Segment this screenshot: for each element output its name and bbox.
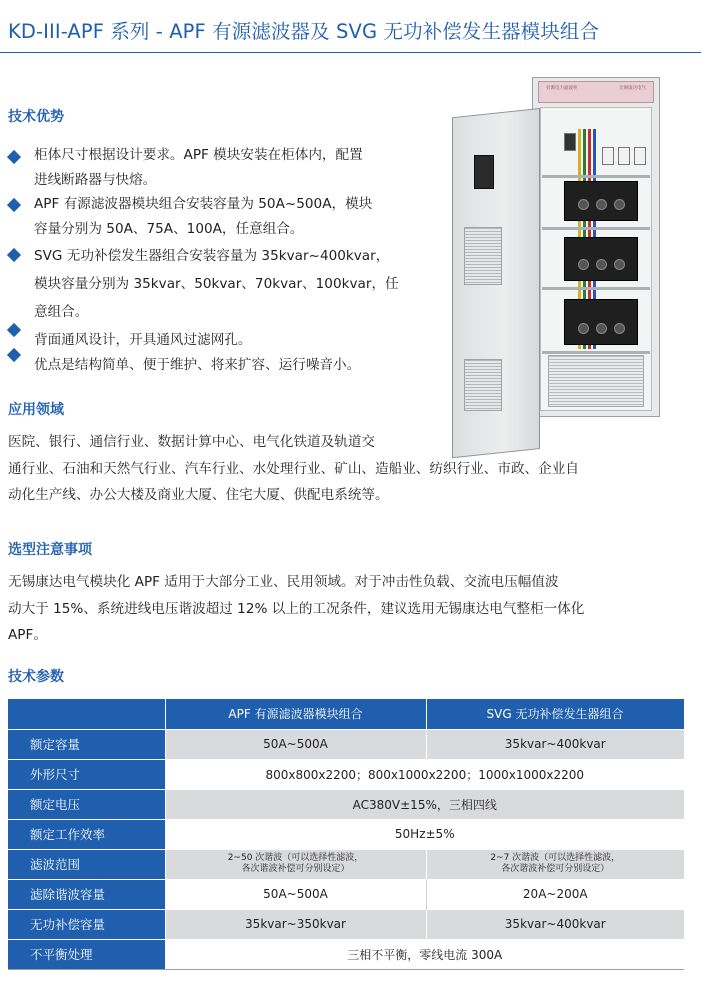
door-vent (464, 359, 502, 411)
table-header-cell: APF 有源滤波器模块组合 (165, 699, 426, 729)
advantage-item: 柜体尺寸根据设计要求。APF 模块安装在柜体内，配置 进线断路器与快熔。 (34, 147, 363, 188)
table-row (8, 909, 684, 939)
shelf (542, 351, 650, 354)
cell-merged: 三相不平衡，零线电流 300A (165, 939, 684, 969)
fan-icon (614, 259, 625, 270)
bullet-diamond-icon (7, 348, 21, 362)
table-row (8, 729, 684, 759)
row-label: 额定容量 (8, 729, 165, 759)
row-label: 外形尺寸 (8, 759, 165, 789)
filter-module (564, 299, 638, 345)
row-label: 滤波范围 (8, 849, 165, 879)
advantage-item: SVG 无功补偿发生器组合安装容量为 35kvar~400kvar， 模块容量分别为 35kvar、50kvar、70kvar、100kvar，任 意组合。 (34, 248, 399, 320)
page-title: KD-III-APF 系列 - APF 有源滤波器及 SVG 无功补偿发生器模块组合 (8, 20, 600, 43)
cell-merged: AC380V±15%，三相四线 (165, 789, 684, 819)
cell-apf: 2~50 次谐波（可以选择性滤波， 各次谐波补偿可分别设定） (165, 849, 426, 879)
cell-svg: 35kvar~400kvar (426, 909, 684, 939)
bottom-vent (548, 355, 644, 407)
table-row (8, 939, 684, 969)
section-heading-parameters: 技术参数 (8, 669, 64, 685)
parameters-table (8, 699, 685, 969)
fan-icon (596, 323, 607, 334)
applications-paragraph: 医院、银行、通信行业、数据计算中心、电气化铁道及轨道交 通行业、石油和天然气行业、汽车行业、水处理行业、矿山、造船业、纺织行业、市政、企业自 动化生产线、办公大楼及商业大厦、住宅大厦、供配电系统等。 (8, 434, 579, 503)
table-row (8, 849, 684, 879)
cell-svg: 20A~200A (426, 879, 684, 909)
bullet-diamond-icon (7, 150, 21, 164)
advantage-item: 背面通风设计，开具通风过滤网孔。 (34, 332, 252, 348)
cell-apf: 50A~500A (165, 879, 426, 909)
fan-icon (578, 259, 589, 270)
shelf (542, 175, 650, 178)
door-lock-icon (474, 155, 494, 189)
cell-merged: 50Hz±5% (165, 819, 684, 849)
table-header-row (8, 699, 684, 729)
row-label: 额定电压 (8, 789, 165, 819)
section-heading-applications: 应用领域 (8, 402, 64, 418)
breaker-icon (564, 133, 576, 151)
section-heading-selection: 选型注意事项 (8, 542, 92, 558)
cell-merged: 800x800x2200；800x1000x2200；1000x1000x2200 (165, 759, 684, 789)
shelf (542, 287, 650, 290)
cell-svg: 2~7 次谐波（可以选择性滤波， 各次谐波补偿可分别设定） (426, 849, 684, 879)
table-row (8, 879, 684, 909)
fan-icon (596, 259, 607, 270)
cell-apf: 50A~500A (165, 729, 426, 759)
table-row (8, 789, 684, 819)
selection-paragraph: 无锡康达电气模块化 APF 适用于大部分工业、民用领域。对于冲击性负载、交流电压幅值波 动大于 15%、系统进线电压谐波超过 12% 以上的工况条件，建议选用无锡康达电气整柜一体化 APF。 (8, 574, 585, 643)
title-divider (0, 52, 701, 53)
fan-icon (614, 323, 625, 334)
table-header-cell: SVG 无功补偿发生器组合 (426, 699, 684, 729)
fuse-icon (602, 147, 614, 165)
cell-svg: 35kvar~400kvar (426, 729, 684, 759)
fan-icon (614, 199, 625, 210)
table-row (8, 819, 684, 849)
fan-icon (596, 199, 607, 210)
table-row (8, 759, 684, 789)
advantage-item: APF 有源滤波器模块组合安装容量为 50A~500A，模块 容量分别为 50A、75A、100A，任意组合。 (34, 196, 373, 237)
bullet-diamond-icon (7, 248, 21, 262)
table-bottom-rule (8, 969, 684, 970)
bullet-diamond-icon (7, 323, 21, 337)
row-label: 滤除谐波容量 (8, 879, 165, 909)
fuse-icon (618, 147, 630, 165)
section-heading-advantages: 技术优势 (8, 109, 64, 125)
advantage-item: 优点是结构简单、便于维护、将来扩容、运行噪音小。 (34, 357, 361, 373)
cell-apf: 35kvar~350kvar (165, 909, 426, 939)
fan-icon (578, 199, 589, 210)
row-label: 额定工作效率 (8, 819, 165, 849)
fuse-icon (634, 147, 646, 165)
table-header-cell (8, 699, 165, 729)
shelf (542, 227, 650, 230)
door-vent (464, 227, 502, 285)
row-label: 不平衡处理 (8, 939, 165, 969)
cabinet-nameplate-text: 有源电力滤波柜 无锡康达电气 (546, 86, 646, 91)
fan-icon (578, 323, 589, 334)
cabinet-image (452, 77, 668, 449)
bullet-diamond-icon (7, 198, 21, 212)
row-label: 无功补偿容量 (8, 909, 165, 939)
